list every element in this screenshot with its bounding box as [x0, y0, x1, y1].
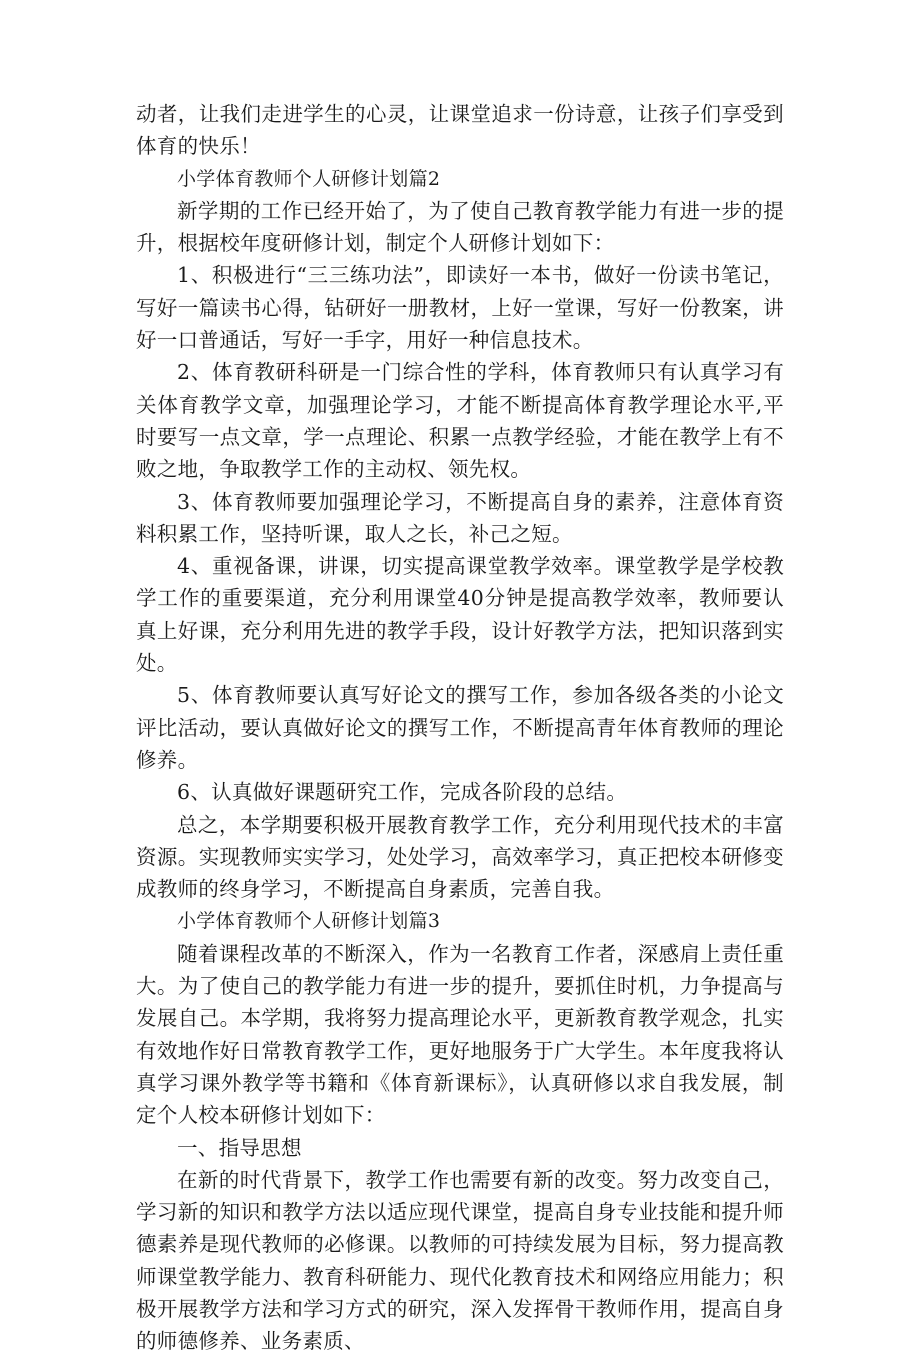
paragraph-item-5: 5、体育教师要认真写好论文的撰写工作，参加各级各类的小论文评比活动，要认真做好论文的撰写工作，不断提高青年体育教师的理论修养。 [136, 683, 784, 772]
paragraph-summary: 总之，本学期要积极开展教育教学工作，充分利用现代技术的丰富资源。实现教师实实学习，处处学习，高效率学习，真正把校本研修变成教师的终身学习，不断提高自身素质，完善自我。 [136, 812, 784, 902]
paragraph-item-1: 1、积极进行“三三练功法”，即读好一本书，做好一份读书笔记，写好一篇读书心得，钻研好一册教材，上好一堂课，写好一份教案，讲好一口普通话，写好一手字，用好一种信息技术。 [136, 263, 784, 353]
paragraph-intro-3: 随着课程改革的不断深入，作为一名教育工作者，深感肩上责任重大。为了使自己的教学能力有进一步的提升，要抓住时机，力争提高与发展自己。本学期，我将努力提高理论水平，更新教育教学观念，扎实有效地作好日常教育教学工作，更好地服务于广大学生。本年度我将认真学习课外教学等书籍和《体育新课标》，认真研修以求自我发展，制定个人校本研修计划如下： [136, 941, 784, 1128]
paragraph-item-4: 4、重视备课，讲课，切实提高课堂教学效率。课堂教学是学校教学工作的重要渠道，充分利用课堂40分钟是提高教学效率，教师要认真上好课，充分利用先进的教学手段，设计好教学方法，把知识落到实处。 [136, 554, 784, 676]
paragraph-item-2: 2、体育教研科研是一门综合性的学科，体育教师只有认真学习有关体育教学文章，加强理论学习，才能不断提高体育教学理论水平,平时要写一点文章，学一点理论、积累一点教学经验，才能在教学上有不败之地，争取教学工作的主动权、领先权。 [136, 360, 784, 482]
document-page [136, 98, 784, 1358]
section-heading-3: 小学体育教师个人研修计划篇3 [177, 910, 441, 933]
paragraph-intro-2: 新学期的工作已经开始了，为了使自己教育教学能力有进一步的提升，根据校年度研修计划，制定个人研修计划如下： [136, 198, 784, 256]
paragraph-item-6: 6、认真做好课题研究工作，完成各阶段的总结。 [177, 780, 628, 805]
section-heading-2: 小学体育教师个人研修计划篇2 [177, 167, 441, 190]
paragraph-guiding-ideology: 在新的时代背景下，教学工作也需要有新的改变。努力改变自己，学习新的知识和教学方法以适应现代课堂，提高自身专业技能和提升师德素养是现代教师的必修课。以教师的可持续发展为目标，努力提高教师课堂教学能力、教育科研能力、现代化教育技术和网络应用能力；积极开展教学方法和学习方式的研究，深入发挥骨干教师作用，提高自身的师德修养、业务素质、 [136, 1167, 784, 1354]
paragraph-continuation: 动者，让我们走进学生的心灵，让课堂追求一份诗意，让孩子们享受到体育的快乐！ [136, 102, 784, 159]
paragraph-item-3: 3、体育教师要加强理论学习，不断提高自身的素养，注意体育资料积累工作，坚持听课，取人之长，补己之短。 [136, 489, 784, 546]
subheading-guiding-ideology: 一、指导思想 [177, 1135, 302, 1160]
